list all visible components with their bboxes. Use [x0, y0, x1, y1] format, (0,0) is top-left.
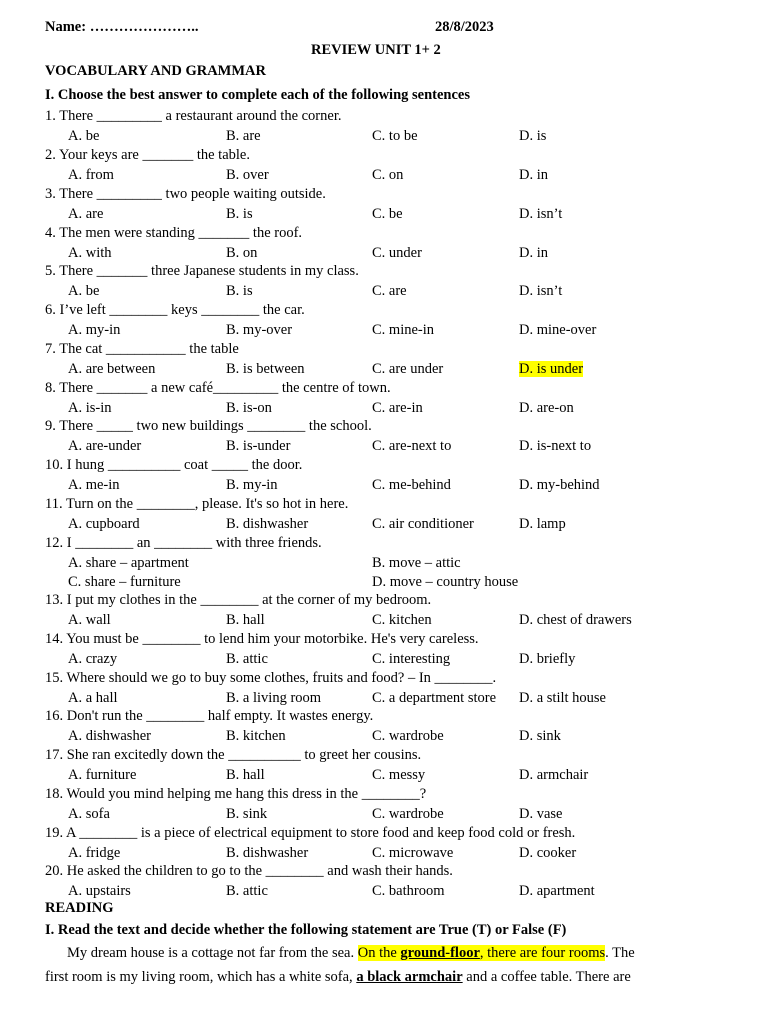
answer-option [372, 399, 423, 418]
answer-option [226, 244, 257, 263]
answer-option [372, 166, 403, 185]
option-label: A. crazy [68, 650, 118, 667]
option-label: C. wardrobe [372, 805, 444, 822]
option-label: B. over [226, 166, 269, 183]
option-label: B. hall [226, 766, 265, 783]
option-label: D. cooker [519, 844, 577, 861]
page-title: REVIEW UNIT 1+ 2 [311, 42, 441, 58]
answer-option [519, 244, 548, 263]
option-label: B. is [226, 205, 253, 222]
answer-option [372, 244, 422, 263]
answer-option [226, 805, 267, 824]
option-label: A. dishwasher [68, 727, 151, 744]
option-label: C. me-behind [372, 476, 451, 493]
option-label: D. briefly [519, 650, 576, 667]
answer-option [519, 360, 583, 379]
underlined-bold-text: ground-floor [400, 945, 480, 961]
question-text: 6. I’ve left ________ keys ________ the car. [45, 302, 305, 318]
question-text: 3. There _________ two people waiting outside. [45, 186, 326, 202]
answer-option [68, 360, 155, 379]
answer-option [68, 476, 120, 495]
answer-option [68, 573, 181, 592]
option-label: D. in [519, 244, 548, 261]
answer-option [372, 611, 432, 630]
option-label: D. is-next to [519, 437, 592, 454]
option-label: C. share – furniture [68, 574, 181, 590]
option-label: B. hall [226, 611, 265, 628]
option-label: B. dishwasher [226, 844, 309, 861]
answer-option [226, 650, 268, 669]
option-label: B. is-under [226, 437, 291, 454]
option-label: A. be [68, 282, 100, 299]
answer-option [68, 321, 120, 340]
answer-option [226, 844, 308, 863]
answer-option [68, 650, 117, 669]
section-vocabulary-heading: VOCABULARY AND GRAMMAR [45, 63, 266, 79]
option-label: B. my-in [226, 476, 278, 493]
option-label: A. furniture [68, 766, 137, 783]
question-text: 8. There _______ a new café_________ the centre of town. [45, 380, 391, 396]
answer-option [68, 166, 114, 185]
answer-option [372, 360, 443, 379]
reading-text: and a coffee table. There are [462, 969, 631, 985]
question-text: 12. I ________ an ________ with three friends. [45, 535, 322, 551]
option-label: B. on [226, 244, 258, 261]
option-label: B. sink [226, 805, 268, 822]
option-label: B. dishwasher [226, 515, 309, 532]
option-label: C. on [372, 166, 404, 183]
reading-text: My dream house is a cottage not far from the sea. [67, 945, 358, 961]
question-text: 20. He asked the children to go to the ________ and wash their hands. [45, 863, 453, 879]
option-label: C. messy [372, 766, 426, 783]
answer-option [226, 437, 290, 456]
answer-option [226, 321, 292, 340]
answer-option [519, 127, 546, 146]
answer-option [372, 282, 407, 301]
answer-option [519, 476, 600, 495]
option-label: A. are-under [68, 437, 142, 454]
answer-option [519, 844, 576, 863]
option-label: A. with [68, 244, 112, 261]
option-label: A. wall [68, 611, 111, 628]
answer-option [372, 766, 425, 785]
answer-option [519, 766, 588, 785]
reading-text: . The [605, 945, 635, 961]
question-text: 1. There _________ a restaurant around the corner. [45, 108, 342, 124]
option-label: B. kitchen [226, 727, 286, 744]
question-text: 19. A ________ is a piece of electrical equipment to store food and keep food cold or fresh. [45, 825, 576, 841]
option-label: C. interesting [372, 650, 451, 667]
option-label: C. are [372, 282, 407, 299]
option-label: A. are [68, 205, 104, 222]
option-label: D. apartment [519, 882, 595, 899]
question-text: 10. I hung __________ coat _____ the door. [45, 457, 303, 473]
option-label: C. are under [372, 360, 444, 377]
answer-option [519, 205, 562, 224]
answer-option [519, 282, 562, 301]
date: 28/8/2023 [435, 19, 494, 35]
option-label: B. my-over [226, 321, 293, 338]
answer-option [68, 205, 103, 224]
answer-option [519, 689, 606, 708]
option-label: D. sink [519, 727, 561, 744]
reading-paragraph-line-2 [45, 968, 631, 987]
name-field-label: Name: ………………….. [45, 19, 199, 35]
option-label: A. fridge [68, 844, 121, 861]
answer-option [519, 399, 574, 418]
option-label: A. upstairs [68, 882, 131, 899]
option-label: B. is between [226, 360, 305, 377]
reading-text: first room is my living room, which has a white sofa, [45, 969, 357, 985]
question-text: 5. There _______ three Japanese students in my class. [45, 263, 359, 279]
option-label: B. attic [226, 650, 268, 667]
answer-option [519, 727, 561, 746]
option-label: A. from [68, 166, 114, 183]
answer-option [68, 766, 136, 785]
answer-option [226, 399, 272, 418]
answer-option [372, 844, 453, 863]
answer-option [372, 321, 434, 340]
option-label: B. is [226, 282, 253, 299]
answer-option [519, 515, 566, 534]
option-label: B. move – attic [372, 554, 461, 571]
question-text: 18. Would you mind helping me hang this dress in the ________? [45, 786, 427, 802]
question-text: 16. Don't run the ________ half empty. It wastes energy. [45, 708, 374, 724]
option-label: D. armchair [519, 766, 589, 783]
option-label: A. a hall [68, 689, 118, 706]
option-label: A. is-in [68, 399, 112, 416]
answer-option [372, 515, 474, 534]
answer-option [372, 476, 451, 495]
answer-option [226, 476, 278, 495]
answer-option [68, 805, 110, 824]
option-label: B. are [226, 127, 261, 144]
answer-option [226, 766, 265, 785]
section-reading-heading: READING [45, 900, 114, 916]
answer-option [68, 882, 131, 901]
option-label: C. under [372, 244, 422, 261]
option-label: D. isn’t [519, 282, 563, 299]
answer-option [519, 611, 632, 630]
answer-option [226, 515, 308, 534]
option-label: C. mine-in [372, 321, 435, 338]
highlight-part: , there are four rooms [479, 945, 606, 961]
highlight-part: On the [357, 945, 401, 961]
answer-option [372, 805, 444, 824]
option-label: C. kitchen [372, 611, 432, 628]
answer-option [519, 882, 595, 901]
answer-option [226, 611, 265, 630]
option-label: D. my-behind [519, 476, 600, 493]
answer-option [372, 650, 450, 669]
question-text: 13. I put my clothes in the ________ at the corner of my bedroom. [45, 592, 432, 608]
option-label: D. chest of drawers [519, 611, 632, 628]
answer-option [68, 244, 112, 263]
answer-option [68, 844, 120, 863]
option-label: A. share – apartment [68, 554, 189, 571]
answer-option [68, 515, 140, 534]
reading-instruction: I. Read the text and decide whether the following statement are True (T) or False (F) [45, 922, 567, 938]
answer-option [519, 437, 591, 456]
option-label: D. mine-over [519, 321, 597, 338]
option-label: C. wardrobe [372, 727, 444, 744]
answer-option [519, 166, 548, 185]
answer-option [226, 360, 305, 379]
answer-option [226, 689, 321, 708]
option-label: C. are-in [372, 399, 423, 416]
answer-option [226, 205, 253, 224]
option-label: B. is-on [226, 399, 272, 416]
answer-option [68, 611, 111, 630]
answer-option [68, 727, 151, 746]
answer-option [372, 727, 444, 746]
option-label: C. be [372, 205, 403, 222]
option-label: B. a living room [226, 689, 322, 706]
answer-option [68, 282, 99, 301]
option-label: D. vase [519, 805, 563, 822]
answer-option [519, 650, 575, 669]
option-label: C. microwave [372, 844, 454, 861]
question-text: 4. The men were standing _______ the roof. [45, 225, 303, 241]
option-label: A. be [68, 127, 100, 144]
question-text: 9. There _____ two new buildings ________ the school. [45, 418, 372, 434]
option-label: C. bathroom [372, 882, 445, 899]
option-label: A. sofa [68, 805, 110, 822]
option-label: B. attic [226, 882, 268, 899]
option-label: D. isn’t [519, 205, 563, 222]
part1-heading: I. Choose the best answer to complete each of the following sentences [45, 87, 471, 103]
answer-option [372, 437, 451, 456]
question-text: 2. Your keys are _______ the table. [45, 147, 250, 163]
question-text: 17. She ran excitedly down the __________ to greet her cousins. [45, 747, 422, 763]
option-label: A. my-in [68, 321, 121, 338]
answer-option [68, 127, 99, 146]
option-label: C. are-next to [372, 437, 452, 454]
option-label: A. cupboard [68, 515, 140, 532]
question-text: 15. Where should we go to buy some clothes, fruits and food? – In ________. [45, 670, 497, 686]
highlighted-text [358, 945, 605, 961]
question-text: 7. The cat ___________ the table [45, 341, 239, 357]
answer-option [226, 882, 268, 901]
option-label: D. is under [519, 360, 584, 377]
option-label: D. move – country house [372, 574, 519, 590]
question-text: 11. Turn on the ________, please. It's so hot in here. [45, 496, 349, 512]
option-label: C. a department store [372, 689, 497, 706]
answer-option [372, 882, 445, 901]
answer-option [68, 554, 189, 573]
answer-option [68, 437, 141, 456]
answer-option [226, 727, 286, 746]
answer-option [519, 805, 563, 824]
answer-option [372, 127, 418, 146]
answer-option [372, 205, 403, 224]
answer-option [226, 166, 269, 185]
answer-option [68, 689, 118, 708]
option-label: C. air conditioner [372, 515, 474, 532]
option-label: D. a stilt house [519, 689, 606, 706]
option-label: D. in [519, 166, 548, 183]
answer-option [372, 554, 461, 573]
answer-option [226, 282, 253, 301]
reading-paragraph-line-1 [67, 944, 635, 963]
answer-option [226, 127, 261, 146]
option-label: D. lamp [519, 515, 566, 532]
answer-option [372, 573, 518, 592]
underlined-bold-text: a black armchair [356, 969, 463, 985]
option-label: C. to be [372, 127, 418, 144]
option-label: D. is [519, 127, 547, 144]
answer-option [372, 689, 496, 708]
answer-option [68, 399, 112, 418]
answer-option [519, 321, 596, 340]
option-label: A. are between [68, 360, 156, 377]
option-label: A. me-in [68, 476, 120, 493]
question-text: 14. You must be ________ to lend him your motorbike. He's very careless. [45, 631, 479, 647]
option-label: D. are-on [519, 399, 574, 416]
